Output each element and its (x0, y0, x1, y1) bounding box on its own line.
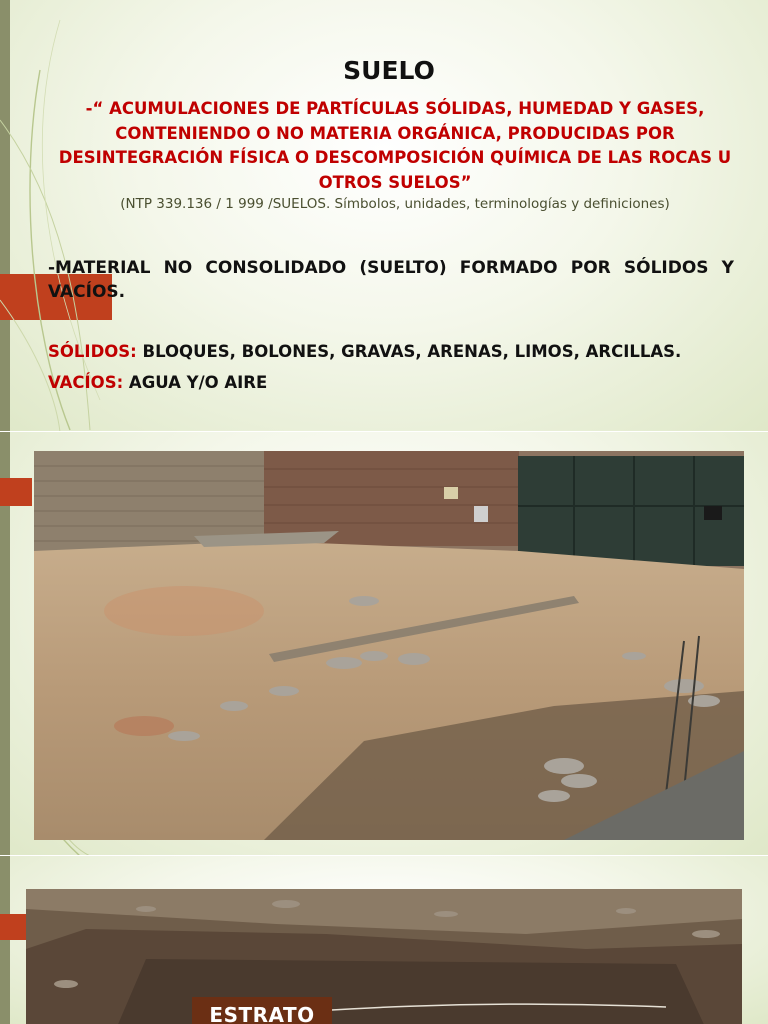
soil-definition: -“ ACUMULACIONES DE PARTÍCULAS SÓLIDAS, HUMEDAD Y GASES, CONTENIENDO O NO MATERIA ORGÁNICA, PRODUCIDAS POR DESINTEGRACIÓN FÍSICA O DESCOMPOSICIÓN QUÍMICA DE LAS ROCAS U OTROS SUELOS” (58, 99, 732, 192)
vacios-value: AGUA Y/O AIRE (123, 373, 268, 392)
solidos-row (48, 342, 681, 361)
norm-reference: (NTP 339.136 / 1 999 /SUELOS. Símbolos, unidades, terminologías y definiciones) (120, 196, 670, 212)
slide-site-photo (0, 432, 768, 856)
solidos-label: SÓLIDOS: (48, 342, 137, 361)
soil-strata-photo (26, 889, 742, 1024)
material-description: -MATERIAL NO CONSOLIDADO (SUELTO) FORMADO POR SÓLIDOS Y VACÍOS. (48, 258, 734, 302)
slide-definition (0, 0, 768, 432)
slide-title: SUELO (343, 56, 435, 85)
construction-site-photo (34, 451, 744, 840)
slide-left-edge (0, 856, 10, 1024)
slide-strata-photo (0, 856, 768, 1024)
solidos-value: BLOQUES, BOLONES, GRAVAS, ARENAS, LIMOS, ARCILLAS. (136, 342, 682, 361)
vacios-label: VACÍOS: (48, 373, 124, 392)
estrato-label: ESTRATO (192, 997, 332, 1024)
red-tab-marker (0, 914, 26, 940)
vacios-row (48, 373, 267, 392)
